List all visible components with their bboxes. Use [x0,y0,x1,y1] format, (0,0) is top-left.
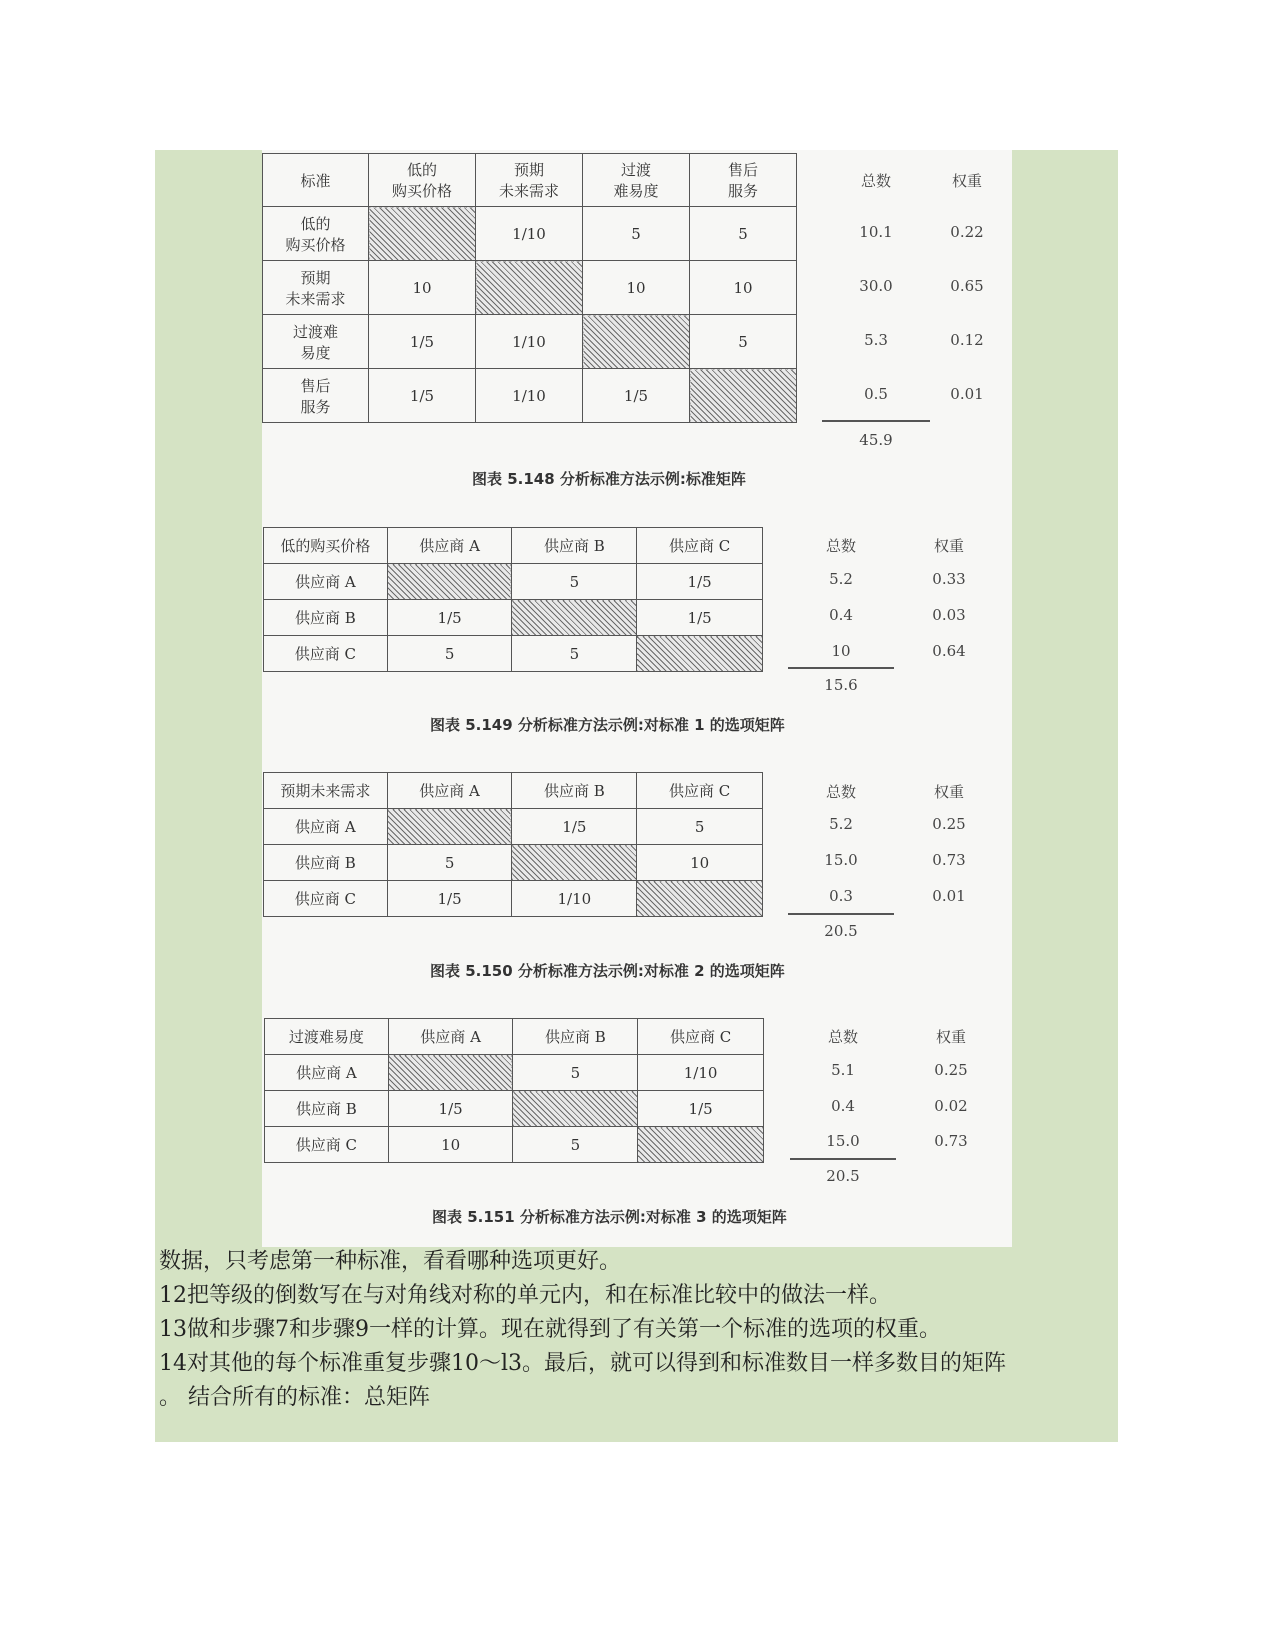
row-total: 0.4 [829,606,853,624]
table-cell: 1/5 [387,600,512,636]
table-header-cell: 预期 未来需求 [476,154,583,207]
table-cell: 1/5 [583,369,690,423]
row-label: 供应商 C [265,1127,389,1163]
table-cell: 1/10 [476,207,583,261]
table-header-cell: 供应商 A [388,1019,513,1055]
row-total: 5.2 [829,570,853,588]
table-cell: 10 [637,845,763,881]
row-label: 预期 未来需求 [263,261,369,315]
table-header-cell: 供应商 B [512,528,637,564]
option-matrix-2 [263,772,763,917]
diagonal-cell [476,261,583,315]
diagonal-cell [512,600,637,636]
weight-header: 权重 [933,783,964,801]
column-sum: 20.5 [824,922,858,940]
row-weight: 0.33 [932,570,966,588]
total-header: 总数 [825,783,856,801]
table-header-cell: 供应商 A [387,528,512,564]
row-weight: 0.25 [934,1061,968,1079]
row-total: 10 [831,642,851,660]
option-matrix-1 [263,527,763,672]
diagonal-cell [513,1091,638,1127]
table-cell: 5 [583,207,690,261]
row-total: 10.1 [859,223,893,241]
table-cell: 10 [388,1127,513,1163]
table-cell: 5 [512,564,637,600]
table-cell: 5 [637,809,763,845]
row-total: 0.3 [829,887,853,905]
row-label: 供应商 B [264,600,388,636]
row-total: 0.4 [831,1097,855,1115]
diagonal-cell [690,369,797,423]
table-cell: 10 [583,261,690,315]
column-sum: 45.9 [859,431,893,449]
table-header-cell: 供应商 C [637,528,763,564]
row-total: 5.3 [864,331,888,349]
weight-header: 权重 [951,172,982,190]
table-cell: 1/5 [369,315,476,369]
table-cell: 5 [387,845,512,881]
table-header-cell: 供应商 B [512,773,637,809]
diagonal-cell [638,1127,764,1163]
table-cell: 1/5 [388,1091,513,1127]
table-header-cell: 标准 [263,154,369,207]
weight-header: 权重 [933,537,964,555]
sum-rule [790,1158,896,1160]
row-total: 5.1 [831,1061,855,1079]
table-header-cell: 供应商 B [513,1019,638,1055]
table-cell: 10 [690,261,797,315]
table-header-cell: 供应商 C [638,1019,764,1055]
row-weight: 0.73 [932,851,966,869]
table-cell: 5 [512,636,637,672]
table-cell: 1/5 [369,369,476,423]
row-total: 15.0 [824,851,858,869]
row-total: 0.5 [864,385,888,403]
row-total: 15.0 [826,1132,860,1150]
table-cell: 1/10 [476,315,583,369]
table-cell: 10 [369,261,476,315]
row-weight: 0.02 [934,1097,968,1115]
row-weight: 0.03 [932,606,966,624]
paragraph-line: 13做和步骤7和步骤9一样的计算。现在就得到了有关第一个标准的选项的权重。 [159,1317,941,1342]
row-label: 供应商 B [264,845,388,881]
row-total: 30.0 [859,277,893,295]
row-weight: 0.73 [934,1132,968,1150]
row-weight: 0.12 [950,331,984,349]
table-header-cell: 过渡 难易度 [583,154,690,207]
diagonal-cell [512,845,637,881]
row-weight: 0.01 [950,385,984,403]
table-cell: 5 [690,315,797,369]
row-label: 供应商 C [264,636,388,672]
option-matrix-3 [264,1018,764,1163]
paragraph-line: 。 结合所有的标准：总矩阵 [159,1385,430,1410]
diagonal-cell [637,636,763,672]
paragraph-line: 12把等级的倒数写在与对角线对称的单元内，和在标准比较中的做法一样。 [159,1283,891,1308]
table-header-cell: 过渡难易度 [265,1019,389,1055]
diagonal-cell [583,315,690,369]
row-weight: 0.64 [932,642,966,660]
diagonal-cell [387,809,512,845]
table-cell: 1/5 [638,1091,764,1127]
table-header-cell: 低的购买价格 [264,528,388,564]
table-cell: 1/5 [637,600,763,636]
total-header: 总数 [860,172,891,190]
total-header: 总数 [827,1028,858,1046]
table-cell: 5 [387,636,512,672]
column-sum: 15.6 [824,676,858,694]
row-label: 售后 服务 [263,369,369,423]
row-weight: 0.01 [932,887,966,905]
paragraph-line: 数据，只考虑第一种标准，看看哪种选项更好。 [159,1249,622,1274]
sum-rule [788,913,894,915]
diagonal-cell [387,564,512,600]
row-total: 5.2 [829,815,853,833]
row-label: 供应商 A [265,1055,389,1091]
row-label: 供应商 A [264,564,388,600]
table-cell: 5 [690,207,797,261]
table-cell: 5 [513,1055,638,1091]
diagonal-cell [637,881,763,917]
row-weight: 0.25 [932,815,966,833]
table-header-cell: 售后 服务 [690,154,797,207]
figure-caption: 图表 5.148 分析标准方法示例:标准矩阵 [472,470,746,488]
column-sum: 20.5 [826,1167,860,1185]
diagonal-cell [388,1055,513,1091]
table-cell: 5 [513,1127,638,1163]
table-header-cell: 供应商 C [637,773,763,809]
row-weight: 0.22 [950,223,984,241]
table-cell: 1/10 [476,369,583,423]
table-cell: 1/5 [637,564,763,600]
figure-caption: 图表 5.149 分析标准方法示例:对标准 1 的选项矩阵 [430,716,785,734]
table-header-cell: 供应商 A [387,773,512,809]
row-weight: 0.65 [950,277,984,295]
row-label: 供应商 A [264,809,388,845]
row-label: 低的 购买价格 [263,207,369,261]
sum-rule [822,420,930,422]
table-cell: 1/10 [638,1055,764,1091]
figure-caption: 图表 5.151 分析标准方法示例:对标准 3 的选项矩阵 [432,1208,787,1226]
diagonal-cell [369,207,476,261]
row-label: 供应商 B [265,1091,389,1127]
paragraph-line: 14对其他的每个标准重复步骤10～l3。最后，就可以得到和标准数目一样多数目的矩阵 [159,1351,1007,1376]
table-header-cell: 低的 购买价格 [369,154,476,207]
table-cell: 1/5 [512,809,637,845]
table-cell: 1/5 [387,881,512,917]
table-header-cell: 预期未来需求 [264,773,388,809]
weight-header: 权重 [935,1028,966,1046]
total-header: 总数 [825,537,856,555]
figure-caption: 图表 5.150 分析标准方法示例:对标准 2 的选项矩阵 [430,962,785,980]
row-label: 供应商 C [264,881,388,917]
table-cell: 1/10 [512,881,637,917]
sum-rule [788,667,894,669]
row-label: 过渡难 易度 [263,315,369,369]
criteria-matrix [262,153,797,423]
